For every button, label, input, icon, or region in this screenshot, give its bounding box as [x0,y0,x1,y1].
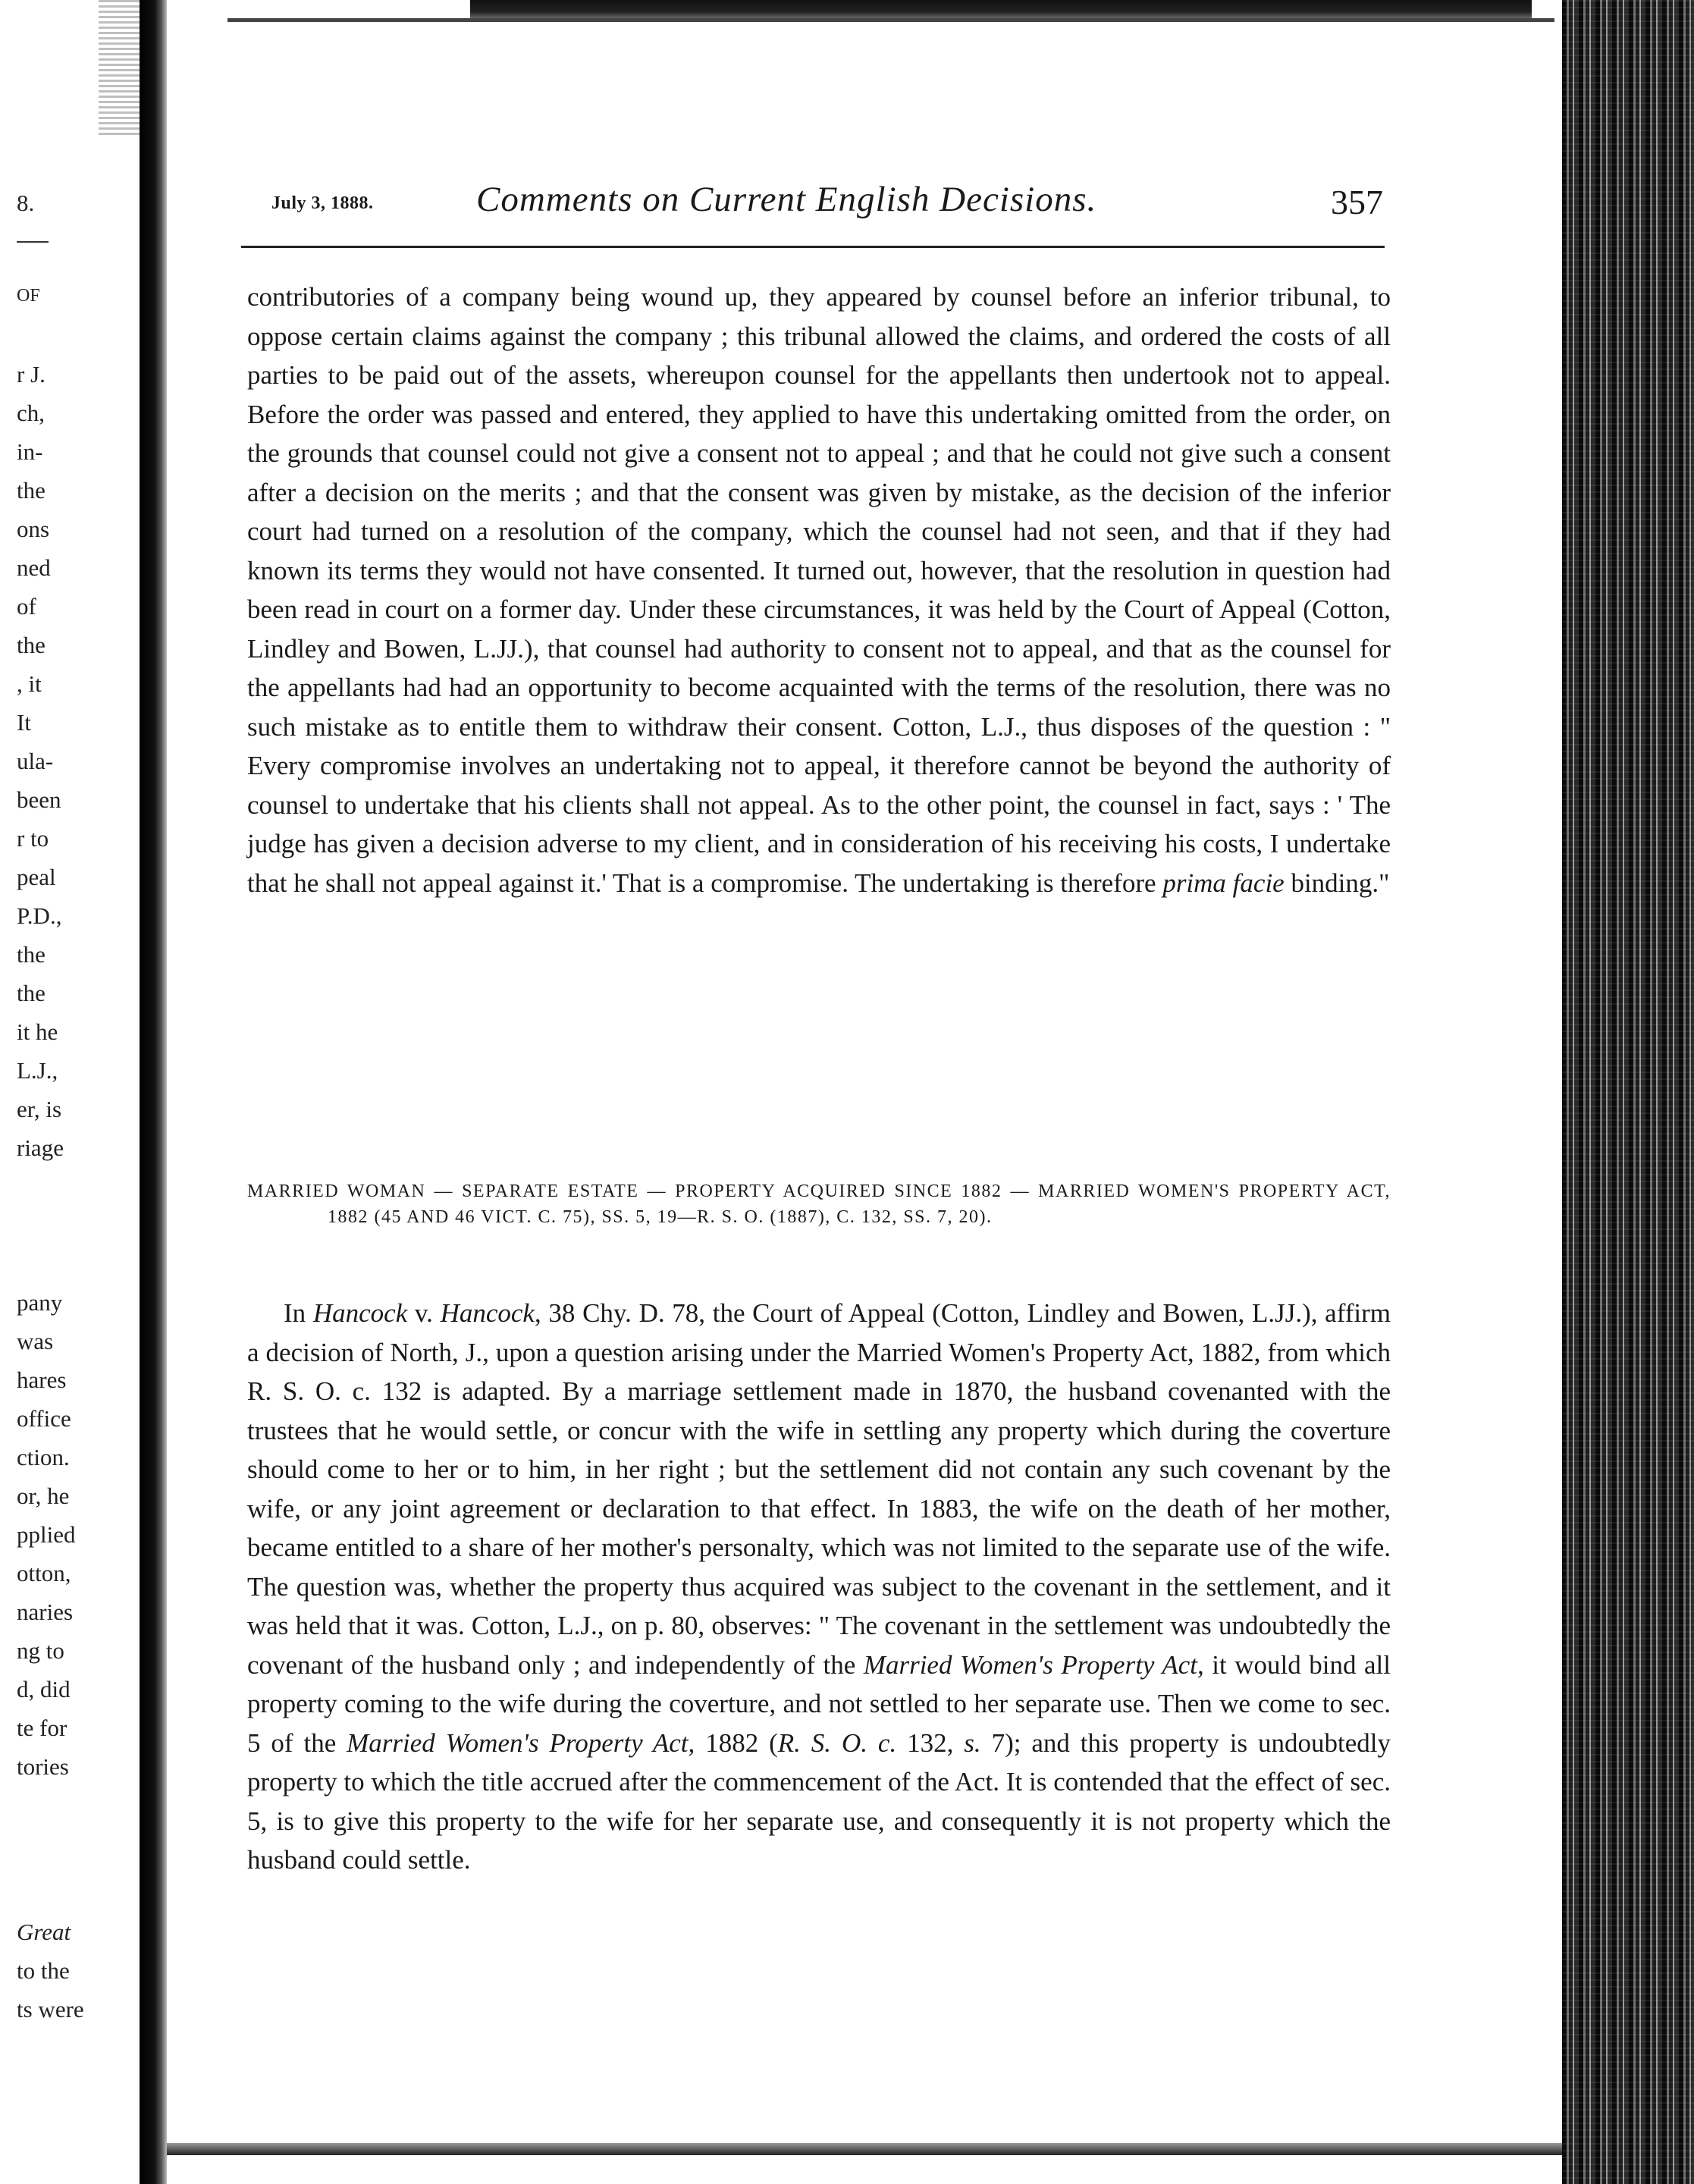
paragraph-text: 7); and this property is undoubtedly property to which the title accrued after the commencement of the Act. It is contended that the effect of sec. 5, is to give this property to the wife for her separate use, and consequently it is not property which the husband could settle. [247,1727,1391,1875]
fragment: ch, [17,400,45,426]
fragment: Great [17,1919,71,1945]
top-scan-edge [470,0,1532,20]
citation: R. S. O. c. [777,1727,897,1758]
fragment: hares [17,1367,67,1393]
fragment: ng to [17,1637,64,1664]
fragment: ons [17,516,50,542]
fragment: tories [17,1753,69,1780]
fragment: OF [17,286,40,306]
fragment: was [17,1328,54,1354]
header-date: July 3, 1888. [271,193,374,213]
header-rule [241,246,1385,248]
fragment: pany [17,1289,63,1316]
left-strip-rule [17,241,49,243]
fragment: the [17,941,45,968]
paragraph-text: , 38 Chy. D. 78, the Court of Appeal (Cotton, Lindley and Bowen, L.JJ.), affirm a decision of North, J., upon a question arising under the Married Women's Property Act, 1882, from which R. S. O. c. 132 is adapted. By a marriage settlement made in 1870, the husband covenanted with the trustees that he would settle, or concur with the wife in settling any property which during the coverture should come to her or to him, in her right ; but the settlement did not contain any such covenant by the wife, or any joint agreement or declaration to that effect. In 1883, the wife on the death of her mother, became entitled to a share of her mother's personalty, which was not limited to the separate use of the wife. The question was, whether the property thus acquired was subject to the covenant in the settlement, and it was held that it was. Cotton, L.J., on p. 80, observes: " The covenant in the settlement was undoubtedly the covenant of the husband only ; and independently of the [247,1298,1391,1680]
citation: s. [964,1727,981,1758]
fragment: te for [17,1715,67,1741]
bottom-scan-edge [167,2143,1562,2155]
fragment: naries [17,1599,74,1625]
act-name: Married Women's Property Act, [863,1649,1204,1680]
paragraph-text: it would bind all property coming to the wife during the coverture, and not settled to her separate use. Then we come to sec. 5 of the [247,1649,1391,1758]
fragment: otton, [17,1560,71,1586]
paragraph-text-tail: binding." [1284,868,1390,898]
italic-phrase: prima facie [1162,868,1285,898]
act-name: Married Women's Property Act, [347,1727,695,1758]
fragment: the [17,477,45,504]
page-number: 357 [1331,183,1383,221]
right-page-edges-texture [1562,0,1694,2184]
fragment: ned [17,554,51,581]
fragment: peal [17,864,56,890]
header-title: Comments on Current English Decisions. [476,180,1097,219]
fragment: the [17,632,45,658]
fragment: it he [17,1018,58,1045]
fragment: ula- [17,748,54,774]
fragment: r to [17,825,49,852]
fragment: d, did [17,1676,71,1702]
paragraph-continuation [247,278,1391,902]
paragraph-text: In [284,1298,313,1328]
paragraph-text: contributories of a company being wound up, they appeared by counsel before an inferior tribunal, to oppose certain claims against the company ; this tribunal allowed the claims, and ordered the costs of all parties to be paid out of the assets, whereupon counsel for the appellants then undertook not to appeal. Before the order was passed and entered, they applied to have this undertaking omitted from the order, on the grounds that counsel could not give a consent not to appeal ; and that he could not give such a consent after a decision on the merits ; and that the consent was given by mistake, as the decision of the inferior court had turned on a resolution of the company, which the counsel had not seen, and that if they had known its terms they would not have consented. It turned out, however, that the resolution in question had been read in court on a former day. Under these circumstances, it was held by the Court of Appeal (Cotton, Lindley and Bowen, L.JJ.), that counsel had authority to consent not to appeal, and that as the counsel for the appellants had had an opportunity to become acquainted with the terms of the resolution, there was no such mistake as to entitle them to withdraw their consent. Cotton, L.J., thus disposes of the question : " Every compromise involves an undertaking not to appeal, it therefore cannot be beyond the authority of counsel to undertake that his clients shall not appeal. As to the other point, the counsel in fact, says : ' The judge has given a decision adverse to my client, and in consideration of his receiving his costs, I undertake that he shall not appeal against it.' That is a compromise. The undertaking is therefore [247,282,1391,898]
binding-gutter [140,0,167,2184]
fragment: riage [17,1134,64,1161]
paragraph-text: v. [407,1298,441,1328]
section-heading: MARRIED WOMAN — SEPARATE ESTATE — PROPERTY ACQUIRED SINCE 1882 — MARRIED WOMEN'S PROPERTY ACT, 1882 (45 AND 46 VICT. C. 75), SS. 5, 19—R. S. O. (1887), C. 132, SS. 7, 20). [247,1181,1391,1227]
fragment: r J. [17,361,45,388]
fragment: 8. [17,190,35,216]
fragment: or, he [17,1483,70,1509]
fragment: P.D., [17,902,62,929]
fragment: in- [17,438,43,465]
fragment: er, is [17,1096,62,1122]
fragment: ction. [17,1444,70,1470]
paragraph-text: 1882 ( [695,1727,778,1758]
fragment: to the [17,1957,70,1984]
fragment: It [17,709,31,736]
fragment: ts were [17,1996,84,2022]
case-name: Hancock [440,1298,535,1328]
fragment: the [17,980,45,1006]
top-scan-line [227,18,1554,22]
paragraph-text: 132, [896,1727,965,1758]
fragment: office [17,1405,71,1432]
fragment: been [17,786,61,813]
fragment: pplied [17,1521,76,1548]
fragment: of [17,593,36,620]
paragraph-hancock [247,1294,1391,1880]
fragment: , it [17,670,42,697]
case-name: Hancock [312,1298,408,1328]
fragment: L.J., [17,1057,58,1084]
